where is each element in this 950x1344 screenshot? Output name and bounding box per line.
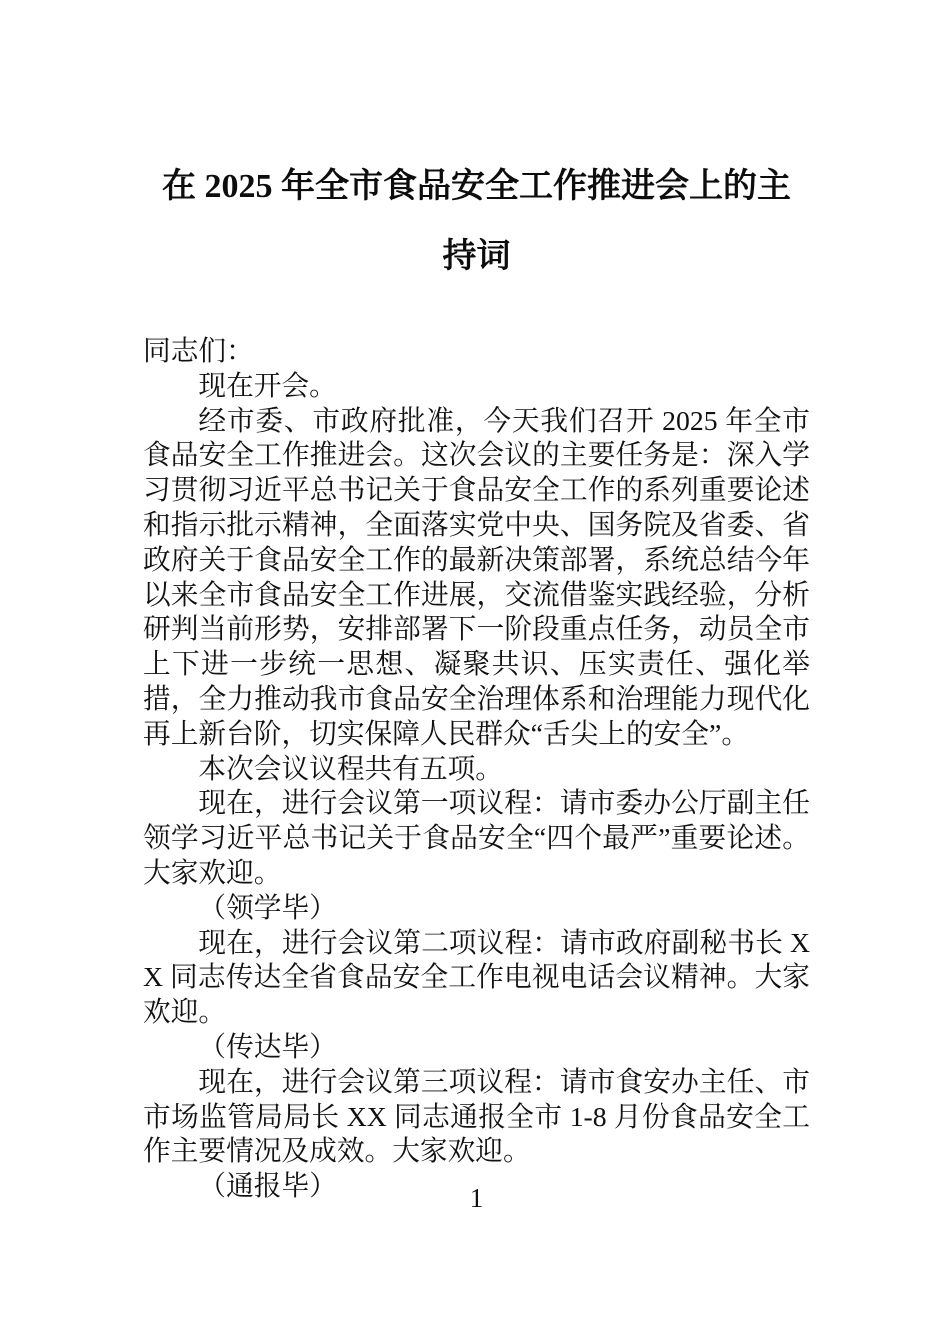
body-paragraph: 现在开会。	[198, 369, 337, 401]
document-body	[143, 334, 810, 1204]
body-paragraph: 现在，进行会议第一项议程：请市委办公厅副主任领学习近平总书记关于食品安全“四个最严”重要论述。大家欢迎。	[143, 787, 810, 888]
page-number: 1	[469, 1183, 484, 1213]
body-paragraph: 本次会议议程共有五项。	[198, 752, 503, 784]
body-paragraph: 现在，进行会议第三项议程：请市食安办主任、市市场监管局局长 XX 同志通报全市 1-8 月份食品安全工作主要情况及成效。大家欢迎。	[143, 1065, 810, 1167]
document-title-line-2: 持词	[442, 238, 511, 275]
body-paragraph: （传达毕）	[198, 1030, 337, 1062]
body-paragraph: 经市委、市政府批准，今天我们召开 2025 年全市食品安全工作推进会。这次会议的主要任务是：深入学习贯彻习近平总书记关于食品安全工作的系列重要论述和指示批示精神，全面落实党中央、国务院及省委、省政府关于食品安全工作的最新决策部署，系统总结今年以来全市食品安全工作进展，交流借鉴实践经验，分析研判当前形势，安排部署下一阶段重点任务，动员全市上下进一步统一思想、凝聚共识、压实责任、强化举措，全力推动我市食品安全治理体系和治理能力现代化再上新台阶，切实保障人民群众“舌尖上的安全”。	[143, 404, 810, 749]
document-title	[143, 0, 810, 292]
body-paragraph: （领学毕）	[198, 891, 337, 923]
body-paragraph: （通报毕）	[198, 1170, 337, 1202]
body-paragraph: 现在，进行会议第二项议程：请市政府副秘书长 XX 同志传达全省食品安全工作电视电话会议精神。大家欢迎。	[143, 926, 810, 1028]
page-footer	[143, 1183, 810, 1213]
document-title-line-1: 在 2025 年全市食品安全工作推进会上的主	[162, 168, 791, 205]
body-paragraph: 同志们：	[143, 335, 254, 366]
